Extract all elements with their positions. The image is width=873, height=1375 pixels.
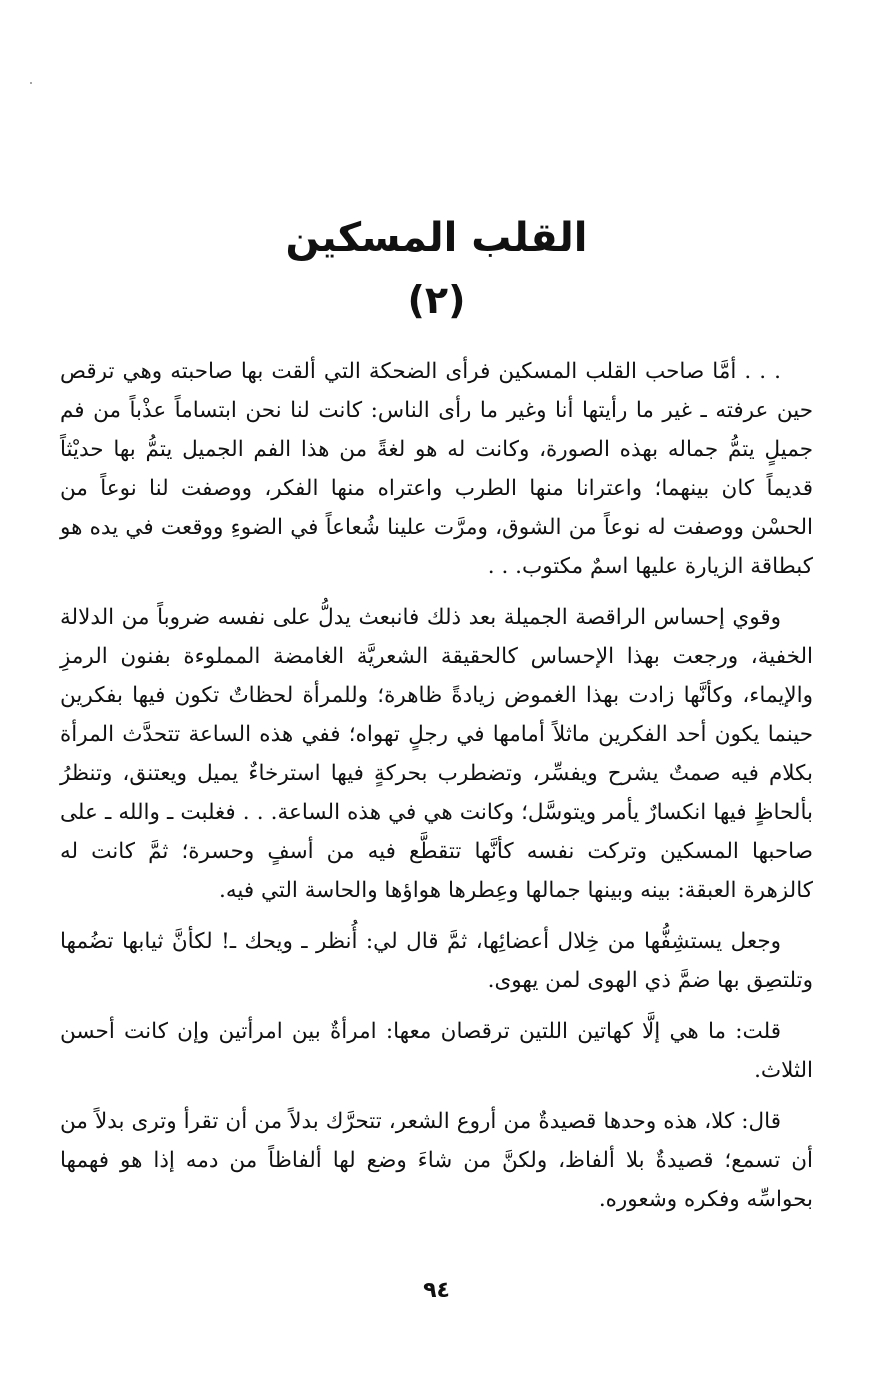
- paragraph: قال: كلا، هذه وحدها قصيدةٌ من أروع الشعر، تتحرَّك بدلاً من أن تقرأ وترى بدلاً من أن تسمع؛ قصيدةٌ بلا ألفاظ، ولكنَّ من شاءَ وضع لها ألفاظاً من دمه إذا هو فهمها بحواسِّه وفكره وشعوره.: [60, 1109, 813, 1212]
- paragraph: قلت: ما هي إلَّا كهاتين اللتين ترقصان معها: امرأةٌ بين امرأتين وإن كانت أحسن الثلاث.: [60, 1019, 813, 1083]
- body-text: [60, 352, 813, 1231]
- paragraph: . . . أمَّا صاحب القلب المسكين فرأى الضحكة التي ألقت بها صاحبته وهي ترقص حين عرفته ـ غير ما رأيتها أنا وغير ما رأى الناس: كانت لنا نحن ابتساماً عذْباً من فم جميلٍ يتمُّ جماله بهذه الصورة، وكانت له هو لغةً من هذا الفم الجميل يتمُّ بها حديْثاً قديماً كان بينهما؛ واعترانا منها الطرب واعتراه منها الفكر، ووصفت لنا نوعاً من الحسْن ووصفت له نوعاً من الشوق، ومرَّت علينا شُعاعاً في الضوءِ ووقعت في يده هو كبطاقة الزيارة عليها اسمٌ مكتوب. . .: [60, 359, 813, 579]
- chapter-title: القلب المسكين: [285, 215, 588, 261]
- section-number: (٢): [407, 278, 466, 322]
- paragraph: وقوي إحساس الراقصة الجميلة بعد ذلك فانبعث يدلُّ على نفسه ضروباً من الدلالة الخفية، ورجعت بهذا الإحساس كالحقيقة الشعريَّة الغامضة المملوءة بفنون الرمزِ والإيماء، وكأنَّها زادت بهذا الغموض زيادةً ظاهرة؛ وللمرأة لحظاتٌ تكون فيها بفكرين حينما يكون أحد الفكرين ماثلاً أمامها في رجلٍ تهواه؛ ففي هذه الساعة تتحدَّث المرأة بكلام فيه صمتٌ يشرح ويفسِّر، وتضطرب بحركةٍ فيها استرخاءٌ يميل ويعتنق، وتنظرُ بألحاظٍ فيها انكسارٌ يأمر ويتوسَّل؛ وكانت هي في هذه الساعة. . . فغلبت ـ والله ـ على صاحبها المسكين وتركت نفسه كأنَّها تتقطَّع فيه من أسفٍ وحسرة؛ ثمَّ كانت له كالزهرة العبقة: بينه وبينها جمالها وعِطرها هواؤها والحاسة التي فيه.: [60, 605, 813, 903]
- page-number: ٩٤: [423, 1278, 450, 1303]
- scan-speck: [30, 82, 32, 84]
- paragraph: وجعل يستشِفُّها من خِلال أعضائِها، ثمَّ قال لي: أُنظر ـ ويحك ـ! لكأنَّ ثيابها تضُمها وتلتصِق بها ضمَّ ذي الهوى لمن يهوى.: [60, 929, 813, 993]
